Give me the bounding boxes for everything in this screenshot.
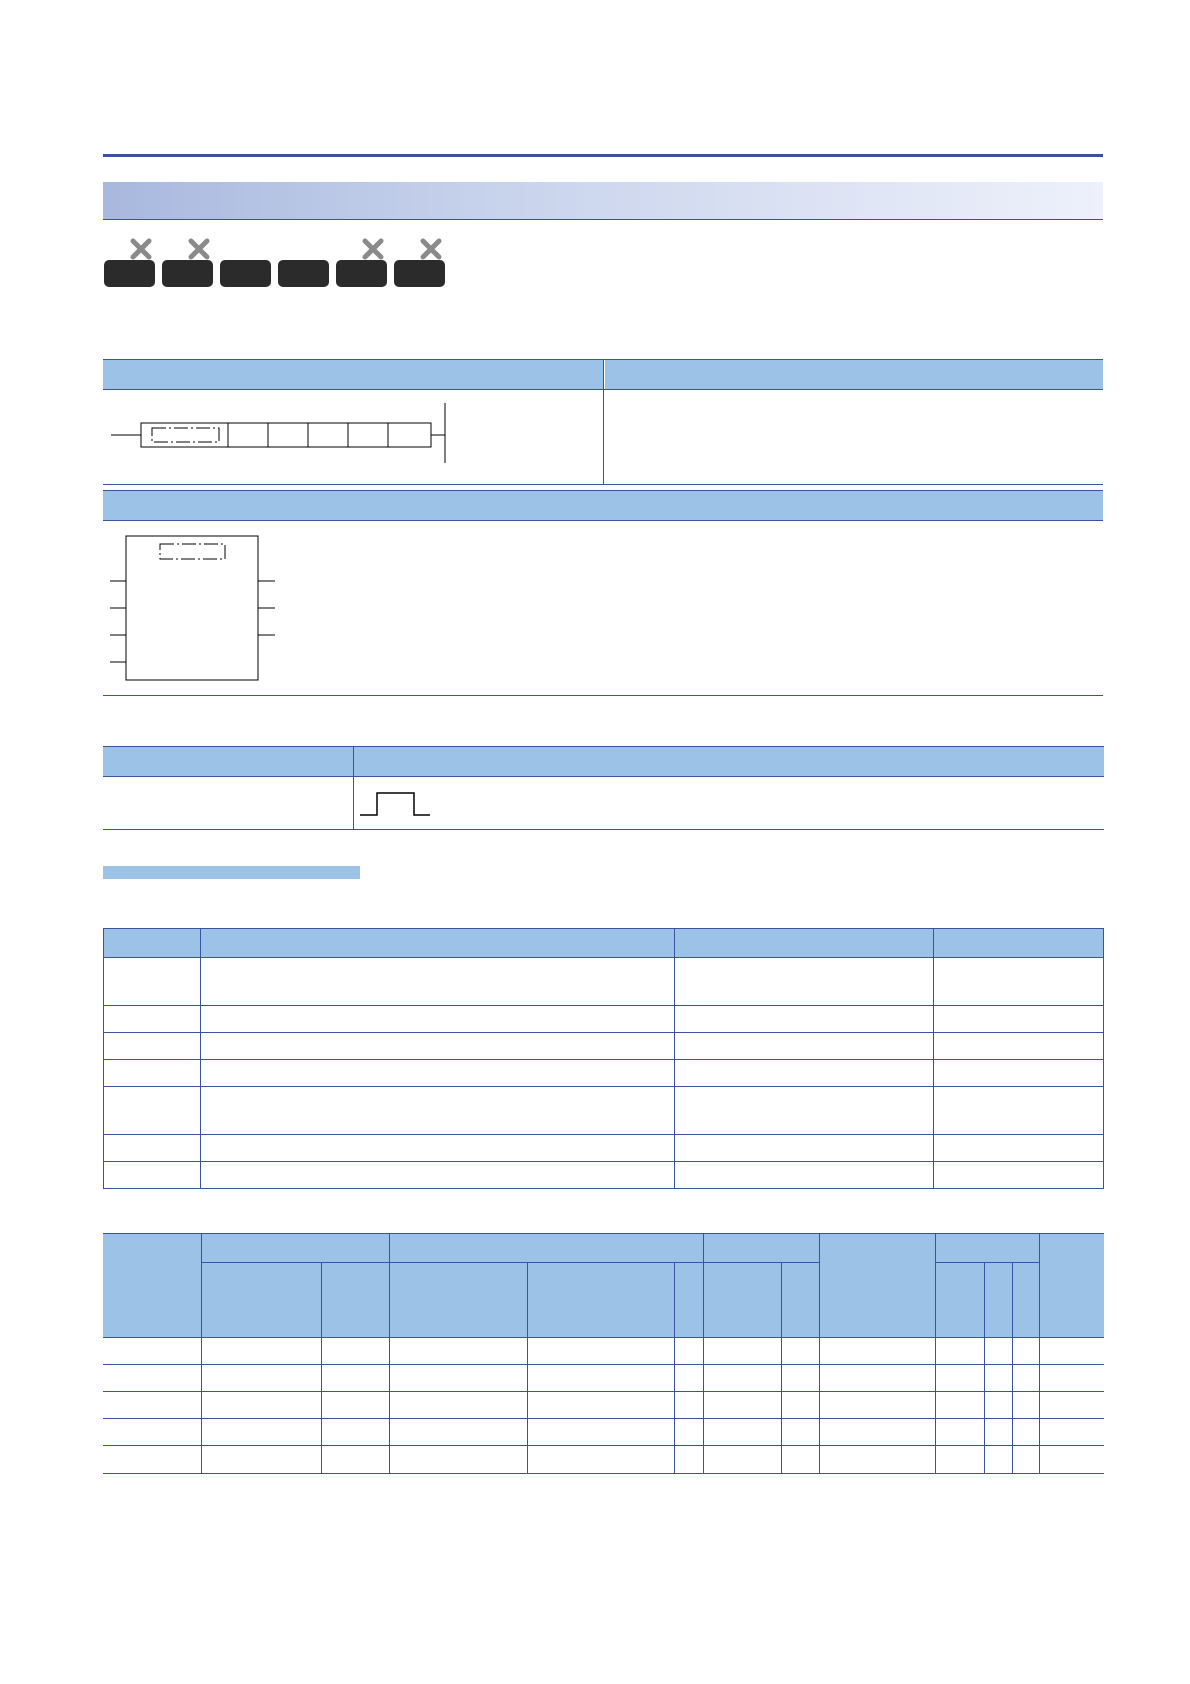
fbd-function-block — [103, 530, 283, 690]
table-cell — [934, 958, 1104, 1006]
st-header-right — [605, 360, 1103, 389]
table-row — [104, 958, 1104, 1006]
execution-bottom-rule — [103, 829, 1104, 830]
table-cell — [934, 1060, 1104, 1087]
top-rule — [103, 154, 1103, 157]
operand-table — [103, 928, 1104, 1189]
execution-divider — [353, 747, 354, 829]
table-cell — [200, 958, 675, 1006]
table-cell — [675, 1087, 934, 1135]
fbd-bottom-rule — [103, 695, 1103, 696]
fbd-header — [103, 491, 1103, 520]
table-cell — [934, 1087, 1104, 1135]
section-title-bar — [103, 182, 1103, 219]
table-row — [104, 1087, 1104, 1135]
table-cell — [675, 1060, 934, 1087]
not-supported-cross-icon — [419, 237, 443, 261]
table-cell — [675, 1135, 934, 1162]
table-cell — [104, 1135, 201, 1162]
table-cell — [104, 1060, 201, 1087]
table-cell — [675, 1006, 934, 1033]
cpu-badge-6 — [394, 260, 445, 287]
operand-header-cell — [200, 929, 675, 958]
table-cell — [200, 1060, 675, 1087]
table-cell — [200, 1033, 675, 1060]
table-cell — [200, 1087, 675, 1135]
cpu-badge-2 — [162, 260, 213, 287]
table-cell — [104, 1033, 201, 1060]
table-cell — [934, 1135, 1104, 1162]
table-row — [104, 1162, 1104, 1189]
table-cell — [104, 958, 201, 1006]
not-supported-cross-icon — [361, 237, 385, 261]
table-row — [104, 1033, 1104, 1060]
setting-data-heading-bar — [103, 866, 360, 879]
table-cell — [675, 1162, 934, 1189]
ladder-bottom-rule — [103, 484, 1103, 485]
table-cell — [934, 1006, 1104, 1033]
cpu-badge-5 — [336, 260, 387, 287]
table-cell — [104, 1006, 201, 1033]
table-cell — [104, 1162, 201, 1189]
cpu-badge-3 — [220, 260, 271, 287]
cpu-badge-4 — [278, 260, 329, 287]
device-table-grid — [103, 1233, 1105, 1478]
ladder-divider — [603, 360, 604, 484]
table-cell — [675, 958, 934, 1006]
table-cell — [675, 1033, 934, 1060]
rising-pulse-icon — [358, 787, 433, 821]
table-cell — [934, 1162, 1104, 1189]
execution-top-rule — [103, 746, 1104, 747]
table-row — [104, 1006, 1104, 1033]
table-cell — [200, 1135, 675, 1162]
ladder-diagram — [103, 395, 463, 465]
cpu-badge-1 — [104, 260, 155, 287]
execution-header-right — [354, 747, 1104, 776]
table-cell — [200, 1006, 675, 1033]
section-title-underline — [103, 219, 1103, 220]
operand-header-cell — [934, 929, 1104, 958]
not-supported-cross-icon — [187, 237, 211, 261]
execution-header-rule — [103, 776, 1104, 777]
table-row — [104, 1135, 1104, 1162]
fbd-header-bottom-rule — [103, 520, 1103, 521]
ladder-header-left — [103, 360, 603, 389]
table-cell — [934, 1033, 1104, 1060]
table-row — [104, 1060, 1104, 1087]
fbd-header-top-rule — [103, 490, 1103, 491]
operand-header-cell — [675, 929, 934, 958]
operand-header-cell — [104, 929, 201, 958]
table-cell — [104, 1087, 201, 1135]
table-cell — [200, 1162, 675, 1189]
execution-header-left — [103, 747, 353, 776]
not-supported-cross-icon — [129, 237, 153, 261]
